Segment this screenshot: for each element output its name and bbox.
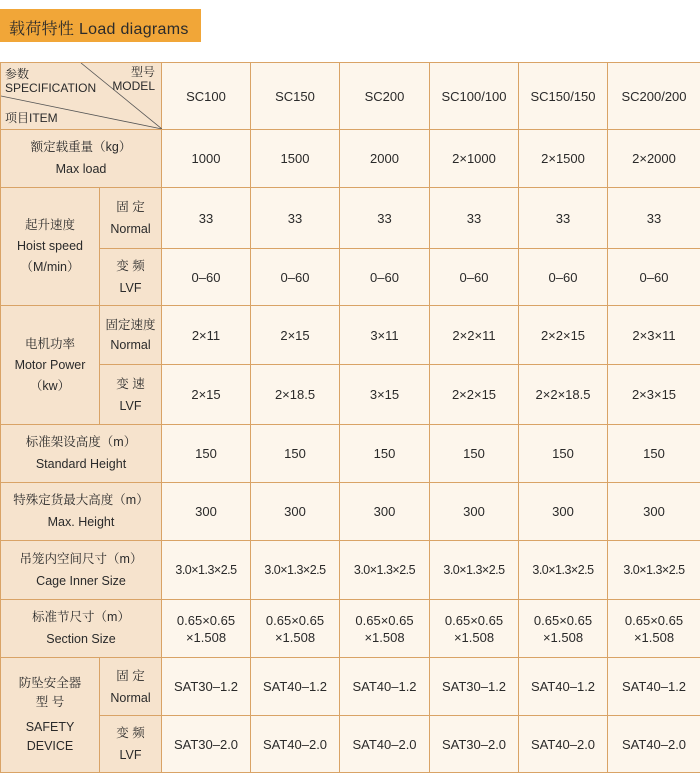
row-label-cage-size: 吊笼内空间尺寸（m） Cage Inner Size [1, 541, 162, 600]
corner-cell [1, 63, 162, 130]
row-label-motor-power: 电机功率 Motor Power （kw） [1, 306, 100, 425]
table-cell: 150 [162, 425, 251, 483]
table-cell: 3×11 [340, 306, 430, 365]
sub-label-normal: 固 定 Normal [100, 658, 162, 716]
table-cell: 3.0×1.3×2.5 [430, 541, 519, 600]
table-cell: SAT40–2.0 [608, 716, 700, 773]
table-cell: 0–60 [340, 249, 430, 306]
title-banner [0, 9, 201, 42]
model-header: SC200 [340, 63, 430, 130]
table-cell: SAT30–2.0 [162, 716, 251, 773]
table-cell: SAT40–2.0 [519, 716, 608, 773]
table-cell: 2×2×15 [519, 306, 608, 365]
table-cell: 2×2000 [608, 130, 700, 188]
corner-param-label: 参数 SPECIFICATION [5, 67, 97, 95]
model-header: SC100 [162, 63, 251, 130]
table-cell: 33 [251, 188, 340, 249]
table-cell: 1500 [251, 130, 340, 188]
row-label-safety-device: 防坠安全器 型 号 SAFETY DEVICE [1, 658, 100, 773]
table-cell: 300 [519, 483, 608, 541]
corner-item-label: 项目ITEM [5, 111, 58, 125]
table-cell: 0.65×0.65 ×1.508 [162, 600, 251, 658]
table-cell: SAT40–1.2 [340, 658, 430, 716]
table-cell: 150 [519, 425, 608, 483]
table-cell: 2×2×15 [430, 365, 519, 425]
table-cell: SAT40–1.2 [608, 658, 700, 716]
table-cell: 2×3×15 [608, 365, 700, 425]
table-cell: 0.65×0.65 ×1.508 [251, 600, 340, 658]
table-cell: 1000 [162, 130, 251, 188]
table-cell: 300 [340, 483, 430, 541]
table-cell: 3×15 [340, 365, 430, 425]
table-cell: 2×1500 [519, 130, 608, 188]
table-cell: 3.0×1.3×2.5 [519, 541, 608, 600]
table-row [1, 658, 700, 716]
table-row [1, 188, 700, 249]
table-cell: SAT30–1.2 [162, 658, 251, 716]
page-title: 载荷特性 Load diagrams [9, 21, 189, 38]
table-cell: 3.0×1.3×2.5 [162, 541, 251, 600]
model-header: SC150 [251, 63, 340, 130]
sub-label-normal: 固定速度 Normal [100, 306, 162, 365]
model-header: SC200/200 [608, 63, 700, 130]
table-cell: 2×11 [162, 306, 251, 365]
table-cell: 0.65×0.65 ×1.508 [340, 600, 430, 658]
table-cell: SAT40–1.2 [519, 658, 608, 716]
table-cell: 0.65×0.65 ×1.508 [519, 600, 608, 658]
table-cell: 150 [430, 425, 519, 483]
table-row [1, 365, 700, 425]
table-cell: 2×18.5 [251, 365, 340, 425]
row-label-max-height: 特殊定货最大高度（m） Max. Height [1, 483, 162, 541]
table-row [1, 130, 700, 188]
row-label-max-load: 额定载重量（kg） Max load [1, 130, 162, 188]
table-cell: 3.0×1.3×2.5 [340, 541, 430, 600]
sub-label-lvf: 变 频 LVF [100, 249, 162, 306]
table-cell: 33 [430, 188, 519, 249]
table-row [1, 249, 700, 306]
table-cell: 2×1000 [430, 130, 519, 188]
table-cell: 300 [430, 483, 519, 541]
table-row [1, 425, 700, 483]
table-cell: 0.65×0.65 ×1.508 [608, 600, 700, 658]
row-label-standard-height: 标准架设高度（m） Standard Height [1, 425, 162, 483]
table-cell: 3.0×1.3×2.5 [608, 541, 700, 600]
table-cell: 2×15 [251, 306, 340, 365]
table-cell: SAT40–2.0 [251, 716, 340, 773]
table-cell: 33 [519, 188, 608, 249]
table-cell: SAT30–2.0 [430, 716, 519, 773]
header-row [1, 63, 700, 130]
sub-label-normal: 固 定 Normal [100, 188, 162, 249]
table-cell: 150 [608, 425, 700, 483]
row-label-hoist-speed: 起升速度 Hoist speed （M/min） [1, 188, 100, 306]
table-row [1, 541, 700, 600]
corner-model-label: 型号 MODEL [112, 65, 155, 93]
table-row [1, 716, 700, 773]
table-cell: 2×15 [162, 365, 251, 425]
table-cell: 0–60 [162, 249, 251, 306]
table-cell: 33 [608, 188, 700, 249]
table-cell: 2000 [340, 130, 430, 188]
table-row [1, 306, 700, 365]
model-header: SC100/100 [430, 63, 519, 130]
table-cell: SAT40–1.2 [251, 658, 340, 716]
sub-label-lvf: 变 频 LVF [100, 716, 162, 773]
table-cell: SAT40–2.0 [340, 716, 430, 773]
table-cell: 33 [162, 188, 251, 249]
table-cell: 2×3×11 [608, 306, 700, 365]
sub-label-lvf: 变 速 LVF [100, 365, 162, 425]
table-cell: SAT30–1.2 [430, 658, 519, 716]
table-cell: 0–60 [430, 249, 519, 306]
table-cell: 2×2×18.5 [519, 365, 608, 425]
row-label-section-size: 标准节尺寸（m） Section Size [1, 600, 162, 658]
table-cell: 150 [340, 425, 430, 483]
table-cell: 0.65×0.65 ×1.508 [430, 600, 519, 658]
table-cell: 150 [251, 425, 340, 483]
table-cell: 33 [340, 188, 430, 249]
table-cell: 0–60 [519, 249, 608, 306]
table-cell: 0–60 [608, 249, 700, 306]
table-cell: 2×2×11 [430, 306, 519, 365]
table-cell: 0–60 [251, 249, 340, 306]
table-cell: 3.0×1.3×2.5 [251, 541, 340, 600]
table-row [1, 483, 700, 541]
table-cell: 300 [608, 483, 700, 541]
spec-table [0, 62, 700, 773]
table-cell: 300 [162, 483, 251, 541]
table-row [1, 600, 700, 658]
model-header: SC150/150 [519, 63, 608, 130]
table-cell: 300 [251, 483, 340, 541]
